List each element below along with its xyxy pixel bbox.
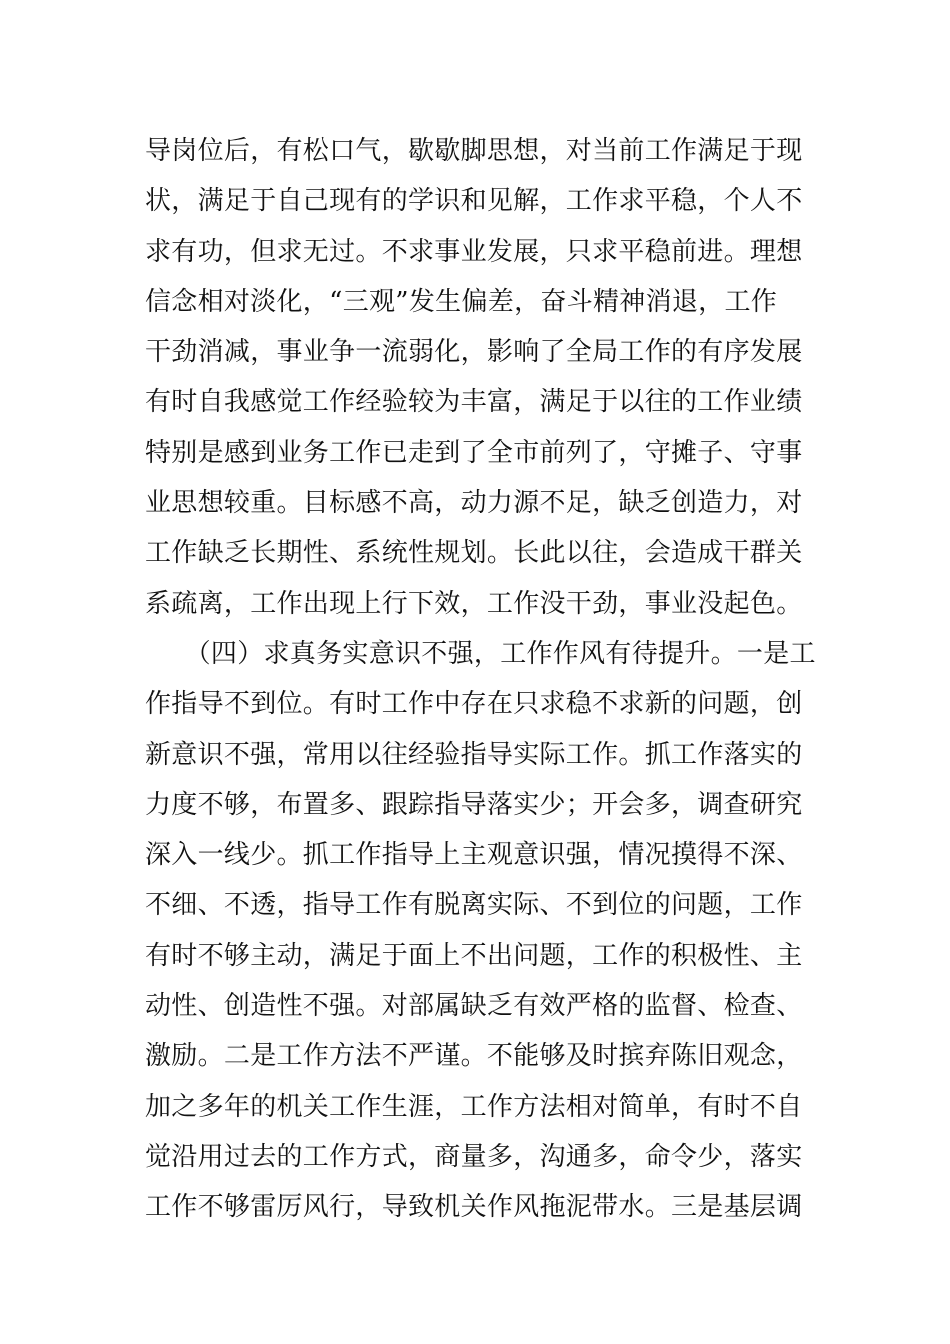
text-line: 新意识不强，常用以往经验指导实际工作。抓工作落实的 [145, 739, 803, 770]
text-line: 不细、不透，指导工作有脱离实际、不到位的问题，工作 [145, 890, 803, 921]
text-line: 力度不够，布置多、跟踪指导落实少；开会多，调查研究 [145, 789, 803, 820]
text-line: 有时自我感觉工作经验较为丰富，满足于以往的工作业绩 [145, 387, 803, 418]
text-line: 特别是感到业务工作已走到了全市前列了，守摊子、守事 [145, 437, 803, 468]
text-line: 导岗位后，有松口气，歇歇脚思想，对当前工作满足于现 [145, 136, 803, 166]
text-line: 作指导不到位。有时工作中存在只求稳不求新的问题，创 [145, 689, 803, 720]
text-line: 动性、创造性不强。对部属缺乏有效严格的监督、检查、 [145, 991, 803, 1022]
text-line: 觉沿用过去的工作方式，商量多，沟通多，命令少，落实 [145, 1141, 803, 1172]
text-line: 深入一线少。抓工作指导上主观意识强，情况摸得不深、 [145, 840, 803, 871]
text-line: 干劲消减，事业争一流弱化，影响了全局工作的有序发展 [145, 337, 803, 368]
text-line: 激励。二是工作方法不严谨。不能够及时摈弃陈旧观念， [145, 1041, 803, 1072]
text-line: 工作缺乏长期性、系统性规划。长此以往，会造成干群关 [145, 538, 803, 569]
text-line: 有时不够主动，满足于面上不出问题，工作的积极性、主 [145, 940, 803, 971]
text-line: 求有功，但求无过。不求事业发展，只求平稳前进。理想 [145, 236, 803, 267]
text-line: 业思想较重。目标感不高，动力源不足，缺乏创造力，对 [145, 488, 803, 519]
text-line: 加之多年的机关工作生涯，工作方法相对简单，有时不自 [145, 1091, 803, 1122]
body-text [145, 126, 815, 1233]
text-line: 工作不够雷厉风行，导致机关作风拖泥带水。三是基层调 [145, 1192, 803, 1223]
section-heading-line: （四）求真务实意识不强，工作作风有待提升。一是工 [145, 638, 816, 669]
text-line: 系疏离，工作出现上行下效，工作没干劲，事业没起色。 [145, 588, 803, 619]
text-line: 信念相对淡化，“三观”发生偏差，奋斗精神消退，工作 [145, 286, 778, 317]
text-line: 状，满足于自己现有的学识和见解，工作求平稳，个人不 [145, 186, 803, 217]
